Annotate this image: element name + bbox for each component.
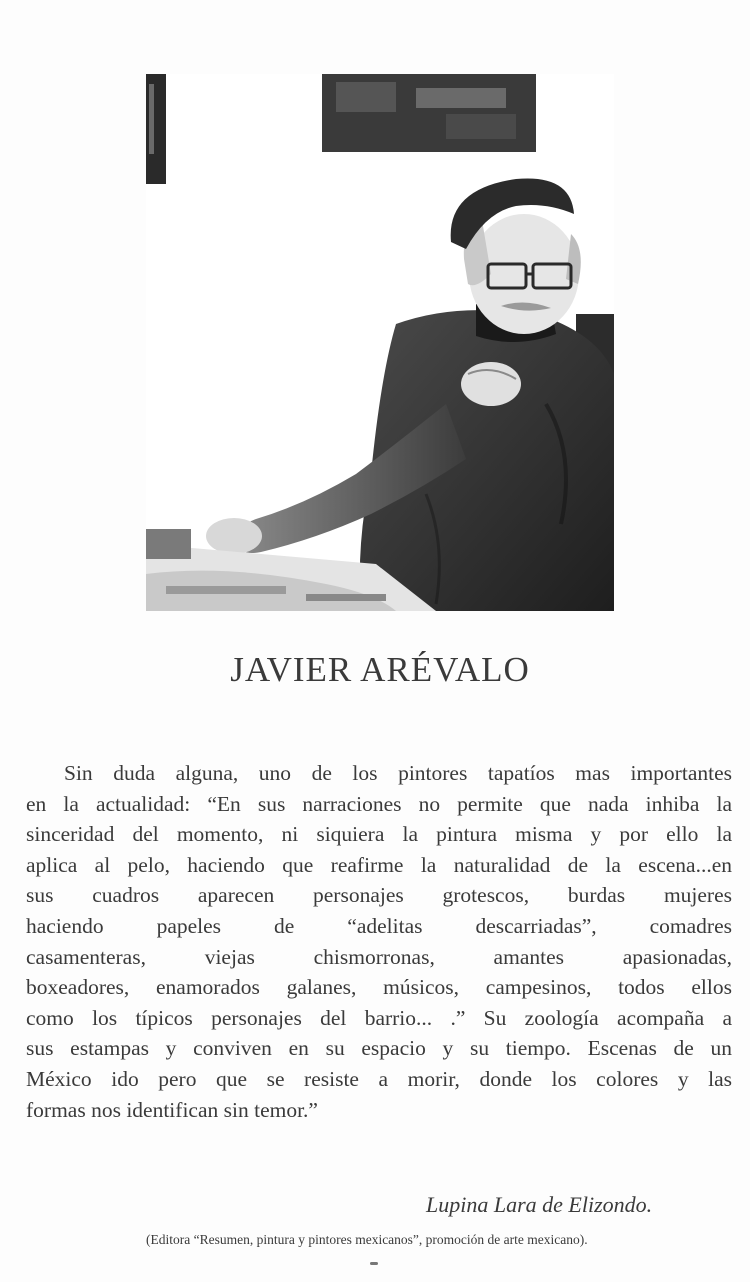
page-mark <box>370 1262 378 1265</box>
paragraph-line: aplica al pelo, haciendo que reafirme la naturalidad de la escena...en <box>26 852 732 877</box>
paragraph-line: Sin duda alguna, uno de los pintores tapatíos mas importantes <box>64 761 732 785</box>
paragraph-line: casamenteras, viejas chismorronas, amantes apasionadas, <box>26 944 732 969</box>
paragraph-line: haciendo papeles de “adelitas descarriadas”, comadres <box>26 913 732 938</box>
paragraph-line: boxeadores, enamorados galanes, músicos, campesinos, todos ellos <box>26 975 732 1000</box>
paragraph-line: sus cuadros aparecen personajes grotescos, burdas mujeres <box>26 883 732 908</box>
portrait-illustration <box>146 74 614 611</box>
paragraph-line: en la actualidad: “En sus narraciones no permite que nada inhiba la <box>26 791 732 816</box>
paragraph-line: México ido pero que se resiste a morir, donde los colores y las <box>26 1066 732 1091</box>
paragraph-line: como los típicos personajes del barrio... .” Su zoología acompaña a <box>26 1005 732 1030</box>
artist-name-title: JAVIER ARÉVALO <box>230 650 530 689</box>
author-name: Lupina Lara de Elizondo. <box>426 1192 653 1217</box>
biography-paragraph <box>26 758 732 1125</box>
paragraph-line: formas nos identifican sin temor.” <box>26 1097 318 1122</box>
paragraph-line: sinceridad del momento, ni siquiera la pintura misma y por ello la <box>26 822 732 847</box>
author-credit: (Editora “Resumen, pintura y pintores mexicanos”, promoción de arte mexicano). <box>146 1232 588 1247</box>
portrait-photo <box>146 74 614 611</box>
paragraph-line: sus estampas y conviven en su espacio y su tiempo. Escenas de un <box>26 1036 732 1061</box>
